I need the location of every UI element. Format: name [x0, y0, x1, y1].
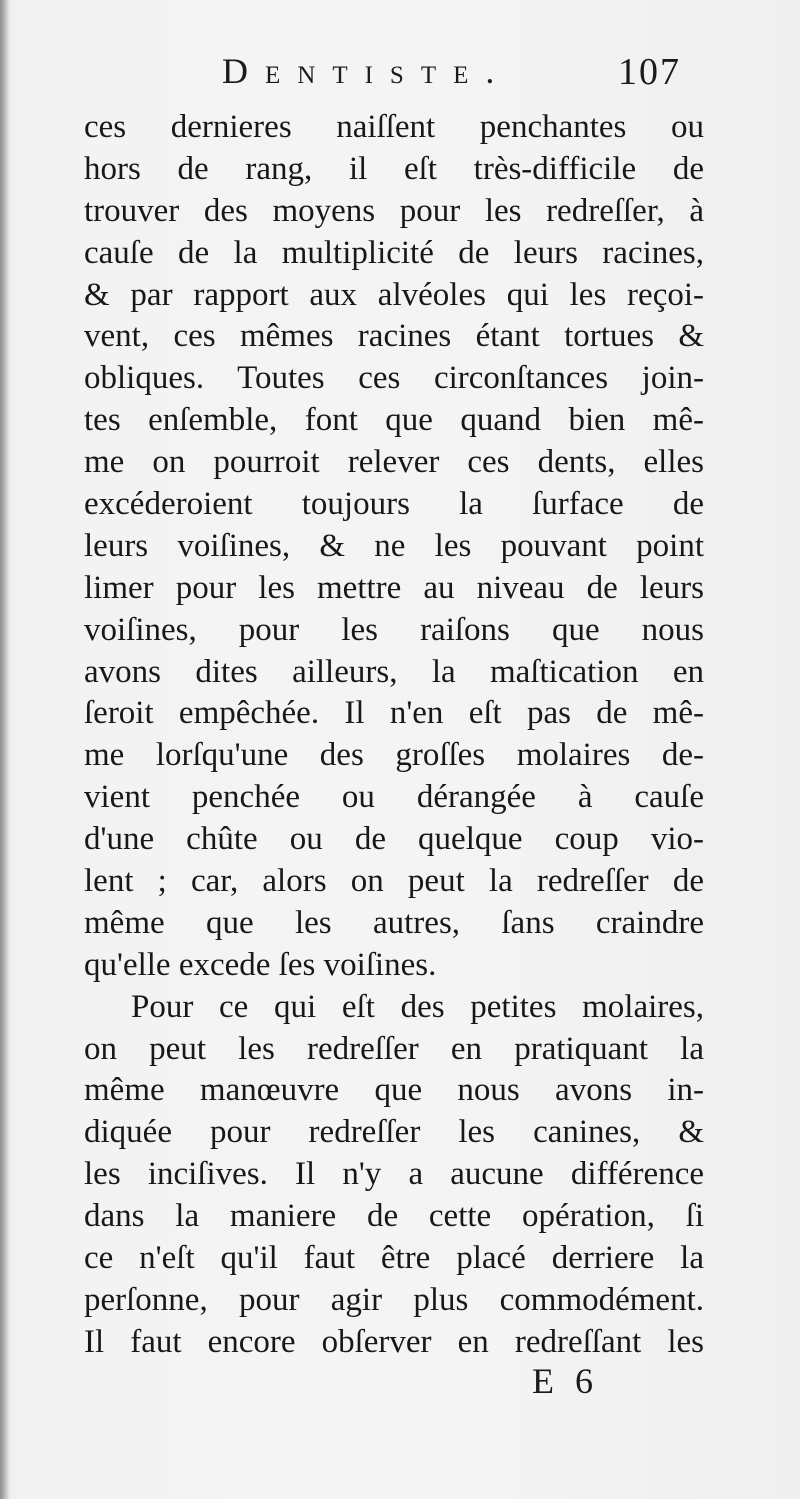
text-line: voiſines, pour les raiſons que nous — [84, 611, 704, 648]
text-line: Il faut encore obſerver en redreſſant les — [84, 1323, 704, 1360]
text-line: lent ; car, alors on peut la redreſſer de — [84, 863, 704, 900]
running-title: Dentiste. — [222, 51, 512, 91]
text-line: vent, ces mêmes racines étant tortues & — [84, 318, 704, 355]
gathering-signature: E 6 — [532, 1361, 599, 1401]
text-line: dans la maniere de cette opération, ſi — [84, 1198, 704, 1235]
paragraph-end-line: qu'elle excede ſes voiſines. — [84, 946, 437, 983]
text-line: obliques. Toutes ces circonſtances join- — [84, 360, 704, 397]
text-line: vient penchée ou dérangée à cauſe — [84, 779, 704, 816]
binding-gutter-shadow — [0, 0, 10, 1499]
text-line: d'une chûte ou de quelque coup vio- — [84, 821, 704, 858]
text-line: cauſe de la multiplicité de leurs racines, — [84, 234, 704, 271]
text-line: hors de rang, il eſt très-difficile de — [84, 150, 704, 187]
text-line: limer pour les mettre au niveau de leurs — [84, 569, 704, 606]
text-line: même que les autres, ſans craindre — [84, 904, 704, 941]
text-line: trouver des moyens pour les redreſſer, à — [84, 192, 704, 229]
text-line: leurs voiſines, & ne les pouvant point — [84, 527, 704, 564]
paragraph-start-line: Pour ce qui eſt des petites molaires, — [131, 988, 704, 1025]
text-line: les inciſives. Il n'y a aucune différence — [84, 1156, 704, 1193]
body-text — [84, 107, 704, 1364]
text-line: me lorſqu'une des groſſes molaires de- — [84, 737, 704, 774]
page-number: 107 — [618, 51, 681, 93]
text-line: diquée pour redreſſer les canines, & — [84, 1114, 704, 1151]
text-line: tes enſemble, font que quand bien mê- — [84, 402, 704, 439]
text-line: & par rapport aux alvéoles qui les reçoi- — [84, 276, 704, 313]
text-line: ſeroit empêchée. Il n'en eſt pas de mê- — [84, 695, 704, 732]
text-line: on peut les redreſſer en pratiquant la — [84, 1030, 704, 1067]
running-head — [0, 50, 800, 100]
text-line: me on pourroit relever ces dents, elles — [84, 444, 704, 481]
text-line: ces dernieres naiſſent penchantes ou — [84, 109, 704, 145]
text-line: excéderoient toujours la ſurface de — [84, 486, 704, 523]
text-line: perſonne, pour agir plus commodément. — [84, 1281, 704, 1318]
text-line: avons dites ailleurs, la maſtication en — [84, 653, 704, 690]
text-line: ce n'eſt qu'il faut être placé derriere la — [84, 1240, 704, 1277]
text-line: même manœuvre que nous avons in- — [84, 1072, 704, 1109]
